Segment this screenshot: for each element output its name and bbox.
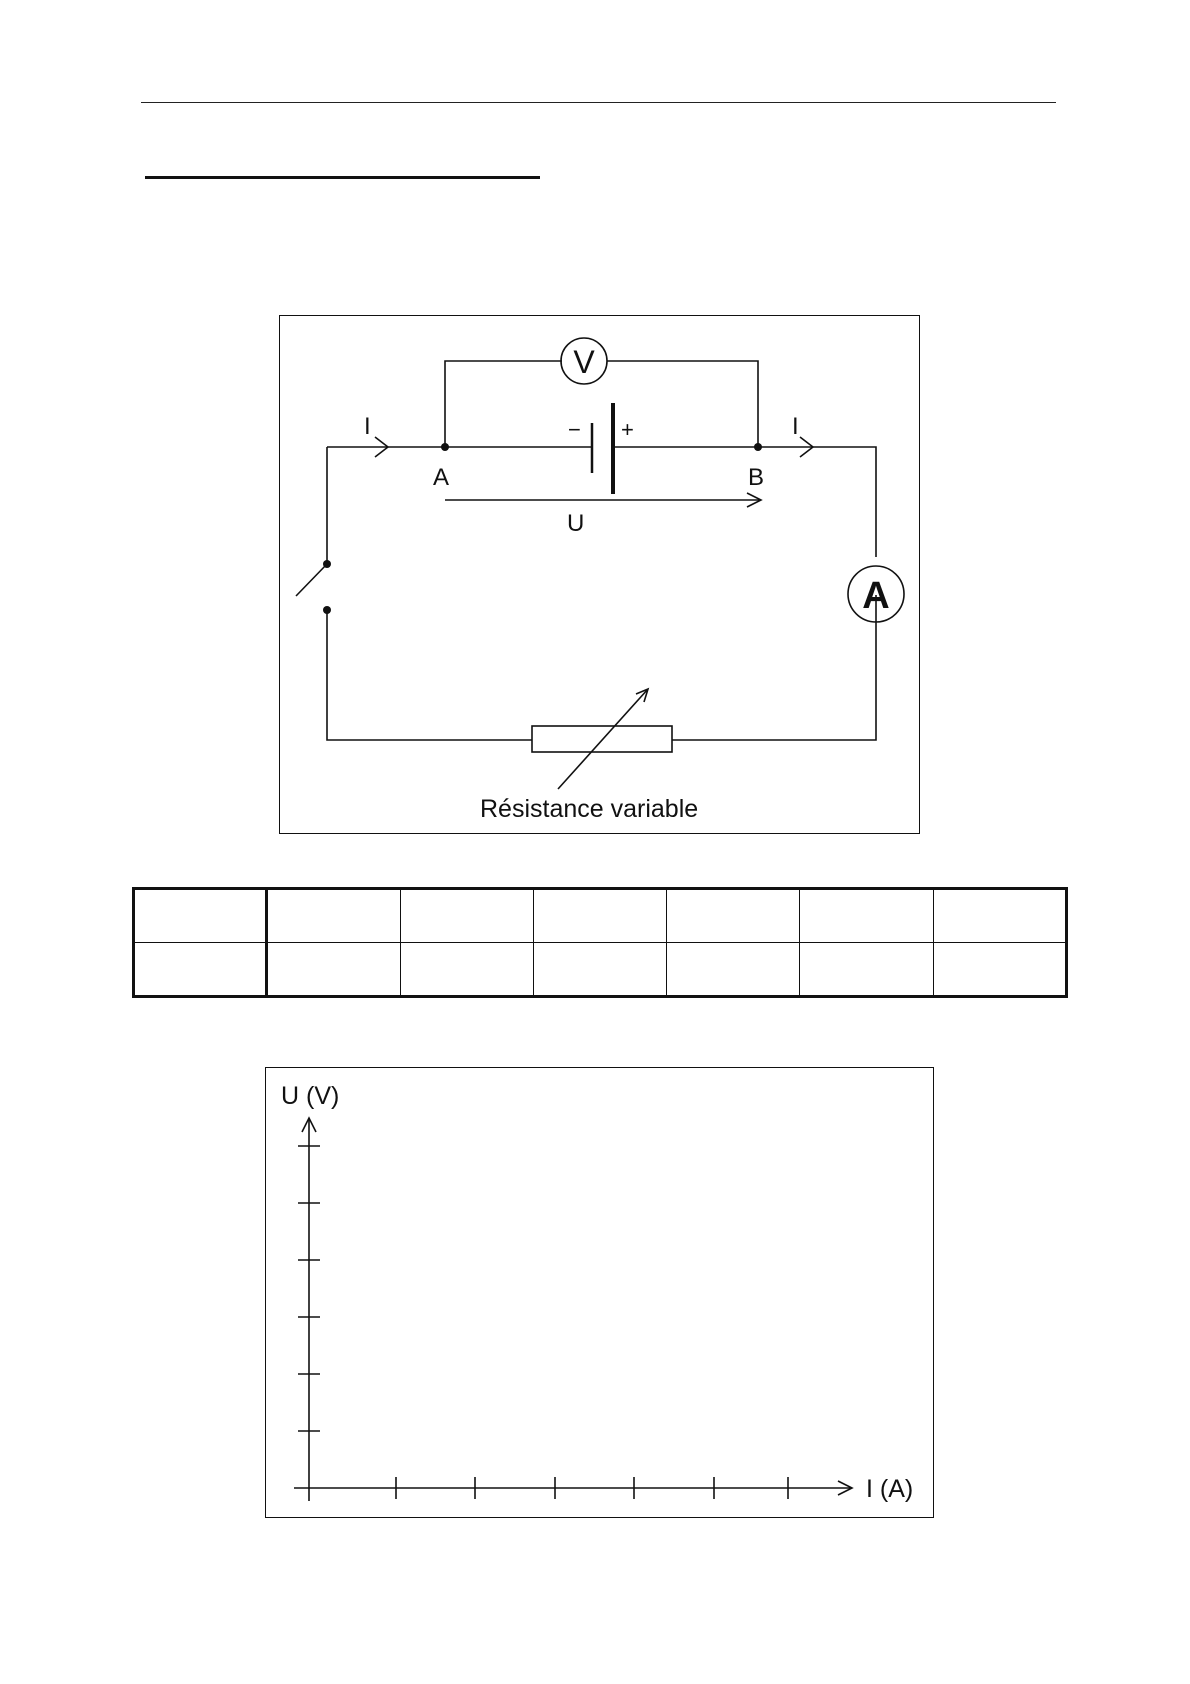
bottom-wire: [327, 610, 532, 740]
switch-contact-top: [323, 560, 331, 568]
table-cell: [933, 889, 1066, 943]
table-cell: [933, 943, 1066, 997]
current-label-right: I: [792, 413, 799, 440]
voltmeter-label: V: [573, 344, 595, 380]
voltmeter-wire: [445, 361, 562, 447]
node-b-label: B: [748, 464, 765, 491]
resistor-variable-arrow: [558, 689, 648, 789]
switch-lever: [296, 564, 327, 596]
table-cell: [800, 943, 933, 997]
table-cell: [533, 943, 666, 997]
circuit-svg: [280, 316, 921, 835]
voltage-label: U: [567, 510, 585, 537]
table-cell: [134, 889, 267, 943]
table-row: [134, 889, 1067, 943]
right-wire: [672, 595, 876, 740]
table-row: [134, 943, 1067, 997]
heading-underline: [145, 176, 540, 179]
table-cell: [134, 943, 267, 997]
table-cell: [667, 889, 800, 943]
graph-frame: [265, 1067, 934, 1518]
battery-plus-label: +: [621, 417, 634, 442]
y-axis-label: U (V): [281, 1082, 340, 1110]
node-a-dot: [441, 443, 449, 451]
header-rule: [141, 102, 1056, 103]
measurement-table: [132, 887, 1068, 998]
top-wire-right: [613, 447, 876, 557]
x-axis-label: I (A): [866, 1475, 914, 1503]
graph-svg: [266, 1068, 935, 1519]
circuit-diagram: [279, 315, 920, 834]
table-cell: [800, 889, 933, 943]
table-cell: [400, 889, 533, 943]
ammeter-label: A: [862, 575, 890, 617]
node-b-dot: [754, 443, 762, 451]
table-cell: [267, 889, 400, 943]
switch-contact-bottom: [323, 606, 331, 614]
table-cell: [400, 943, 533, 997]
table-cell: [267, 943, 400, 997]
table-cell: [533, 889, 666, 943]
node-a-label: A: [433, 464, 450, 491]
resistor-caption: Résistance variable: [480, 795, 699, 823]
table-cell: [667, 943, 800, 997]
current-label-left: I: [364, 413, 371, 440]
battery-minus-label: −: [568, 417, 581, 442]
